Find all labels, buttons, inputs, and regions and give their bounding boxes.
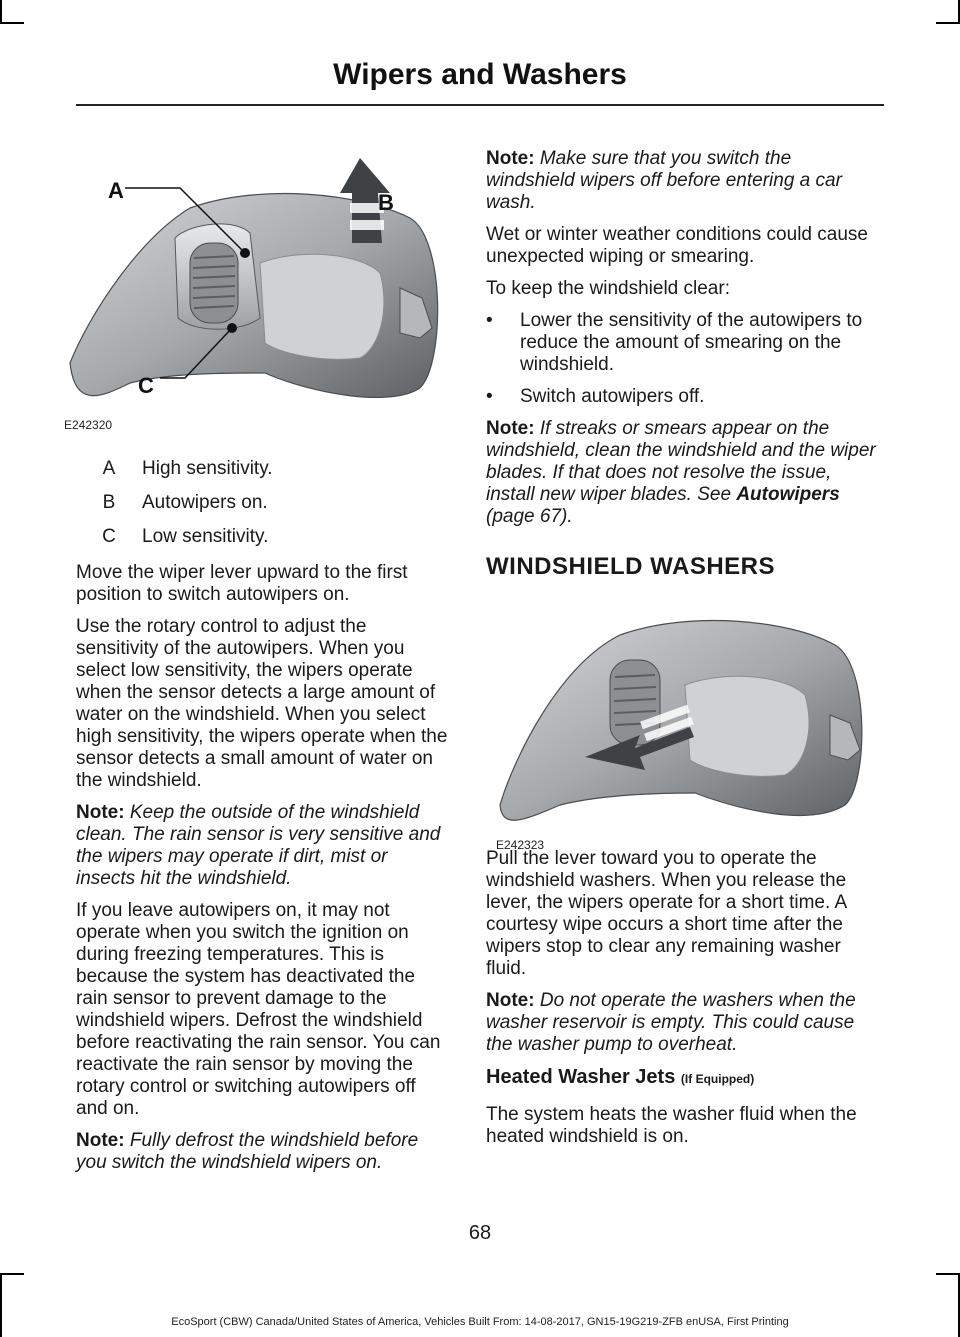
note-label: Note: [486,418,535,439]
legend-row [76,492,448,514]
note-label: Note: [76,1130,125,1151]
legend-text: Autowipers on. [142,492,268,513]
bullet-dot: • [486,386,493,407]
paragraph: If you leave autowipers on, it may not operate when you switch the ignition on during freezing temperatures. This is because the system has deactivated the rain sensor to prevent damage to the windshield wipers. Defrost the windshield before reactivating the rain sensor. You can reactivate the rain sensor by moving the rotary control or switching autowipers off and on. [76,900,441,1119]
figure-label-c: C [138,373,154,398]
legend-text: High sensitivity. [142,458,273,479]
paragraph: The system heats the washer fluid when the heated windshield is on. [486,1104,857,1147]
list-item-text: Lower the sensitivity of the autowipers to reduce the amount of smearing on the windshield. [520,310,863,375]
legend-row [76,458,448,480]
page-footer: EcoSport (CBW) Canada/United States of America, Vehicles Built From: 14-08-2017, GN15-19G219-ZFB enUSA, First Printing [171,1316,789,1328]
page-number: 68 [468,1222,492,1244]
paragraph: Use the rotary control to adjust the sensitivity of the autowipers. When you select low sensitivity, the wipers operate when the sensor detects a large amount of water on the windshield. When you select high sensitivity, the wipers operate when the sensor detects a small amount of water on the windshield. [76,616,448,791]
sub-heading-text: Heated Washer Jets [486,1066,676,1088]
list-item [486,310,884,376]
sub-heading-qualifier: (If Equipped) [680,1072,755,1086]
legend-letter: B [102,492,116,513]
bullet-dot: • [486,310,493,331]
note [486,148,884,214]
list-item [486,386,884,408]
wiper-lever-figure [60,148,450,438]
crop-mark [936,22,960,24]
note [76,802,448,890]
note-text: Keep the outside of the windshield clean. The rain sensor is very sensitive and the wipers may operate if dirt, mist or insects hit the windshield. [76,802,441,889]
crop-mark [0,1273,24,1275]
legend-text: Low sensitivity. [142,526,269,547]
header-rule [76,104,884,106]
note [486,418,884,528]
paragraph: Pull the lever toward you to operate the windshield washers. When you release the lever, the wipers operate for a short time. A courtesy wipe occurs a short time after the wipers stop to clear any remaining washer fluid. [486,848,847,979]
figure-code: E242320 [64,418,113,432]
page-title: Wipers and Washers [333,58,627,91]
cross-reference-page: (page 67). [486,506,573,527]
figure-code: E242323 [496,838,545,852]
note-label: Note: [76,802,125,823]
note-text: Do not operate the washers when the washer reservoir is empty. This could cause the washer pump to overheat. [486,990,856,1055]
paragraph: Move the wiper lever upward to the first position to switch autowipers on. [76,562,408,605]
bullet-list [486,310,884,408]
crop-mark [0,22,24,24]
paragraph: Wet or winter weather conditions could cause unexpected wiping or smearing. [486,224,868,267]
note-label: Note: [486,990,535,1011]
note-text: If streaks or smears appear on the windshield, clean the windshield and the wiper blades. If that does not resolve the issue, install new wiper blades. See [486,418,876,505]
section-heading: WINDSHIELD WASHERS [486,553,776,580]
note-text: Make sure that you switch the windshield wipers off before entering a car wash. [486,148,842,213]
legend-letter: C [102,526,116,547]
left-column [76,458,448,1184]
paragraph: To keep the windshield clear: [486,278,730,299]
legend-letter: A [102,458,116,479]
crop-mark [0,0,2,24]
washer-lever-figure [490,605,880,840]
crop-mark [936,1273,960,1275]
legend-row [76,526,448,548]
sub-heading [486,1066,884,1090]
figure-label-b: B [378,190,394,215]
note [76,1130,448,1174]
figure-label-a: A [108,178,124,203]
note [486,990,884,1056]
note-label: Note: [486,148,535,169]
cross-reference-link[interactable]: Autowipers [736,484,840,505]
note-text: Fully defrost the windshield before you switch the windshield wipers on. [76,1130,419,1173]
list-item-text: Switch autowipers off. [520,386,705,407]
